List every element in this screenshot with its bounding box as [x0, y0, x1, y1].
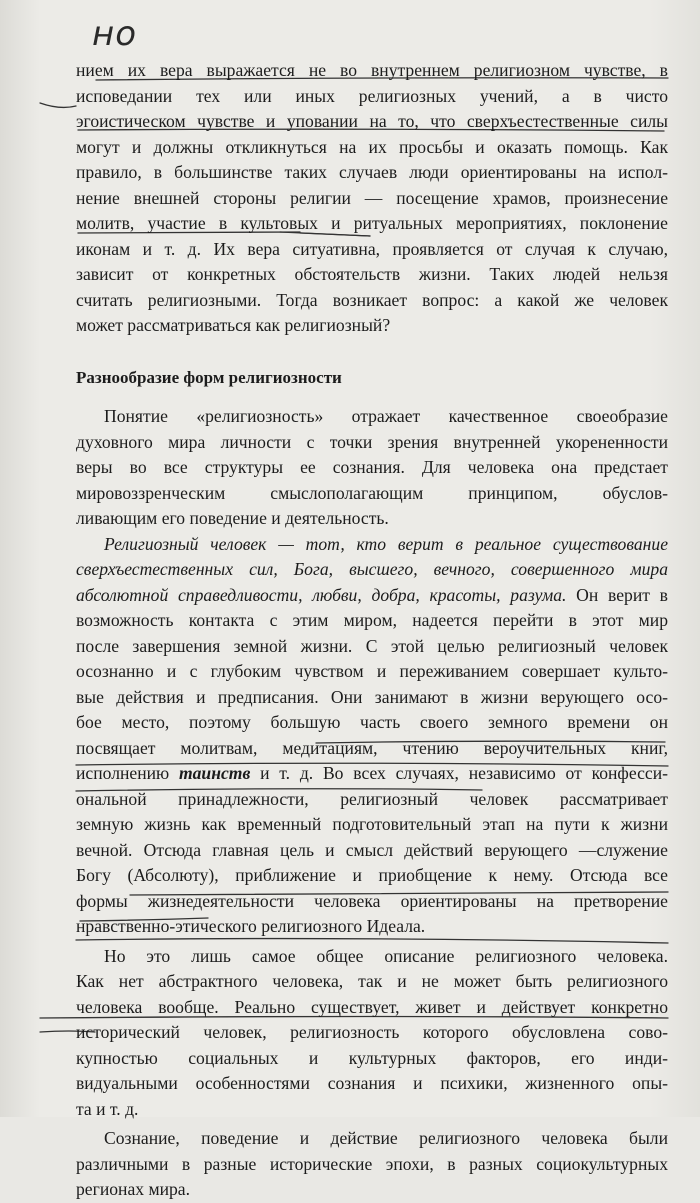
text-line: после завершения земной жизни. С этой целью религиозный человек [76, 635, 668, 656]
text-line: иконам и т. д. Их вера ситуативна, проявляется от случая к случаю, [76, 238, 668, 259]
text-line: нием их вера выражается не во внутреннем религиозном чувстве, в [76, 60, 668, 80]
text-line [76, 761, 668, 787]
text-line: может рассматриваться как религиозный? [76, 315, 391, 335]
text-line: мировоззренческим смыслополагающим принципом, обуслов- [76, 482, 668, 503]
text-line: Богу (Абсолюту), приближение и приобщение к нему. Отсюда все [76, 865, 668, 885]
text-line: земную жизнь как временный подготовительный этап на пути к жизни [76, 814, 668, 834]
text-line [76, 532, 668, 558]
text-span: и т. д. Во всех случаях, независимо от конфесси- [250, 763, 668, 783]
text-span: Он верит в [566, 584, 668, 605]
text-line: Сознание, поведение и действие религиозного человека были [104, 1128, 668, 1148]
text-line: различными в разные исторические эпохи, в разных социокультурных [76, 1153, 668, 1174]
text-line: возможность контакта с этим миром, надеется перейти в этот мир [76, 610, 668, 630]
text-line: регионах мира. [76, 1179, 191, 1199]
text-line: зависит от конкретных обстоятельств жизни. Таких людей нельзя [76, 264, 668, 284]
text-line: формы жизнедеятельности человека ориентированы на претворение [76, 890, 668, 911]
text-line: нение внешней стороны религии — посещение храмов, произнесение [76, 187, 668, 208]
bold-term: таинств [178, 763, 251, 783]
handwritten-note: нo [92, 14, 138, 54]
paragraph-2 [76, 404, 668, 532]
text-line [76, 557, 668, 583]
text-line: ональной принадлежности, религиозный человек рассматривает [76, 788, 668, 809]
paragraph-5 [76, 1126, 668, 1203]
text-line: бое место, поэтому большую часть своего земного времени он [76, 712, 668, 732]
italic-definition: Религиозный человек — тот, кто верит в реальное существование [104, 533, 668, 554]
page-text [76, 58, 668, 1203]
text-line: осознанно и с глубоким чувством и переживанием совершает культо- [76, 661, 668, 681]
text-line: Как нет абстрактного человека, так и не может быть религиозного [76, 971, 668, 991]
paragraph-3 [76, 532, 668, 940]
text-line [76, 583, 668, 609]
text-line: молитв, участие в культовых и ритуальных мероприятиях, поклонение [76, 213, 668, 233]
section-heading: Разнообразие форм религиозности [76, 367, 342, 387]
text-line: купностью социальных и культурных факторов, его инди- [76, 1047, 668, 1068]
text-line: могут и должны откликнуться на их просьбы и оказать помощь. Как [76, 136, 668, 157]
text-line: веры во все структуры ее сознания. Для человека она предстает [76, 457, 668, 477]
text-line: духовного мира личности с точки зрения внутренней укорененности [76, 431, 668, 452]
italic-definition: сверхъестественных сил, Бога, высшего, вечного, совершенного мира [76, 559, 668, 579]
text-line: вечной. Отсюда главная цель и смысл действий верующего —служение [76, 839, 668, 860]
text-line: исповедании тех или иных религиозных учений, а в чисто [76, 85, 668, 106]
text-line: та и т. д. [76, 1098, 139, 1119]
text-line: исторический человек, религиозность которого обусловлена сово- [76, 1022, 668, 1042]
text-line: считать религиозными. Тогда возникает вопрос: а какой же человек [76, 289, 668, 310]
text-line: посвящает молитвам, медитациям, чтению вероучительных книг, [76, 737, 668, 758]
paragraph-1 [76, 58, 668, 339]
text-line: ливающим его поведение и деятельность. [76, 508, 389, 528]
text-line: вые действия и предписания. Они занимают в жизни верующего осо- [76, 686, 668, 707]
text-span: исполнению [76, 763, 179, 783]
text-line: Но это лишь самое общее описание религиозного человека. [104, 945, 668, 966]
text-line: видуальными особенностями сознания и психики, жизненного опы- [76, 1073, 668, 1093]
paragraph-4 [76, 944, 668, 1123]
text-line: правило, в большинстве таких случаев люди ориентированы на испол- [76, 162, 668, 182]
italic-definition: абсолютной справедливости, любви, добра, красоты, разума. [76, 584, 567, 605]
text-line: Понятие «религиозность» отражает качественное своеобразие [104, 406, 668, 426]
text-line: человека вообще. Реально существует, живет и действует конкретно [76, 996, 668, 1017]
text-line: эгоистическом чувстве и уповании на то, что сверхъестественные силы [76, 111, 668, 131]
text-line: нравственно-этического религиозного Идеала. [76, 916, 426, 936]
